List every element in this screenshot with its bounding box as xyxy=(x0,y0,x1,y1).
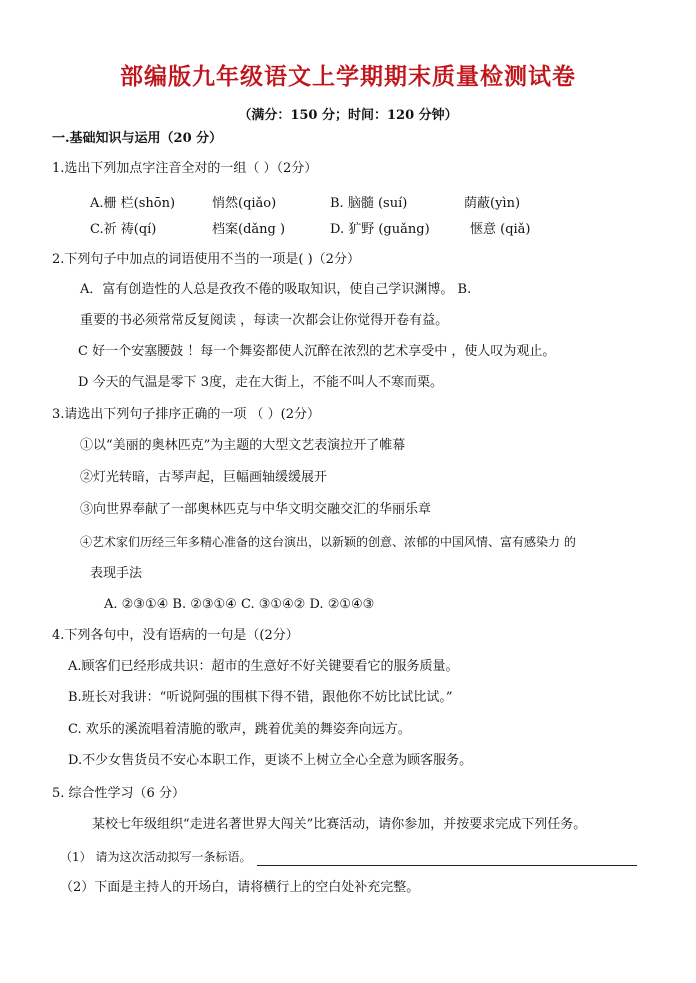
q3-choices: A. ②③①④ B. ②③①④ C. ③①④② D. ②①④③ xyxy=(104,597,375,612)
q2-line-4: D 今天的气温是零下 3度，走在大街上，不能不叫人不寒而栗。 xyxy=(78,375,443,390)
q5-intro: 某校七年级组织“走进名著世界大闯关”比赛活动，请你参加，并按要求完成下列任务。 xyxy=(92,817,587,832)
q2-line-1: A．富有创造性的人总是孜孜不倦的吸取知识，使自己学识渊博。 B. xyxy=(80,282,472,297)
section-heading: 一.基础知识与运用（20 分） xyxy=(52,131,223,146)
question-2-stem: 2.下列句子中加点的词语使用不当的一项是( )（2分） xyxy=(52,252,360,267)
q5-task-1 xyxy=(60,848,637,866)
q2-line-3: C 好一个安塞腰鼓 ！每一个舞姿都使人沉醉在浓烈的艺术享受中 ，使人叹为观止。 xyxy=(78,344,556,359)
q3-sentence-1: ①以“美丽的奥林匹克”为主题的大型文艺表演拉开了帷幕 xyxy=(80,438,406,453)
q1-option-a2: 悄然(qiǎo) xyxy=(212,196,277,211)
q5-task-1-text: （1） 请为这次活动拟写一条标语。 xyxy=(60,850,252,864)
q1-option-c2: 档案(dǎng ) xyxy=(212,222,286,237)
question-1-stem: 1.选出下列加点字注音全对的一组（ ）（2分） xyxy=(52,161,318,176)
q3-sentence-3: ③向世界奉献了一部奥林匹克与中华文明交融交汇的华丽乐章 xyxy=(80,502,432,517)
exam-subtitle: （满分：150 分；时间：120 分钟） xyxy=(238,108,458,123)
q3-sentence-4: ④艺术家们历经三年多精心准备的这台演出，以新颖的创意、浓郁的中国风情、富有感染力 的 xyxy=(80,535,576,549)
q2-line-2: 重要的书必须常常反复阅读 ，每读一次都会让你觉得开卷有益。 xyxy=(80,313,449,328)
q1-option-d: D. 犷野 (guǎng) xyxy=(330,222,430,237)
q1-option-c: C.祈 祷(qí) xyxy=(90,222,157,237)
answer-blank[interactable] xyxy=(257,851,637,866)
q4-option-d: D.不少女售货员不安心本职工作，更谈不上树立全心全意为顾客服务。 xyxy=(68,753,473,768)
q5-task-2: （2）下面是主持人的开场白，请将横行上的空白处补充完整。 xyxy=(60,880,420,895)
q1-option-b2: 荫蔽(yìn) xyxy=(464,196,521,211)
q4-option-b: B.班长对我讲：“听说阿强的围棋下得不错，跟他你不妨比试比试。” xyxy=(68,690,453,705)
question-4-stem: 4.下列各句中，没有语病的一句是（(2分） xyxy=(52,628,299,643)
question-3-stem: 3.请选出下列句子排序正确的一项 （ ）(2分） xyxy=(52,407,321,422)
q3-sentence-2: ②灯光转暗，古琴声起，巨幅画轴缓缓展开 xyxy=(80,470,328,485)
q4-option-a: A.顾客们已经形成共识：超市的生意好不好关键要看它的服务质量。 xyxy=(68,659,459,674)
q3-sentence-4b: 表现手法 xyxy=(90,566,143,581)
q1-option-d2: 惬意 (qiǎ) xyxy=(470,222,531,237)
q1-option-a: A.栅 栏(shōn) xyxy=(90,196,176,211)
q1-option-b: B. 脑髓 (suí) xyxy=(330,196,408,211)
q4-option-c: C. 欢乐的溪流唱着清脆的歌声，跳着优美的舞姿奔向远方。 xyxy=(68,722,411,737)
question-5-stem: 5. 综合性学习（6 分） xyxy=(52,786,185,801)
exam-title: 部编版九年级语文上学期期末质量检测试卷 xyxy=(120,64,576,90)
